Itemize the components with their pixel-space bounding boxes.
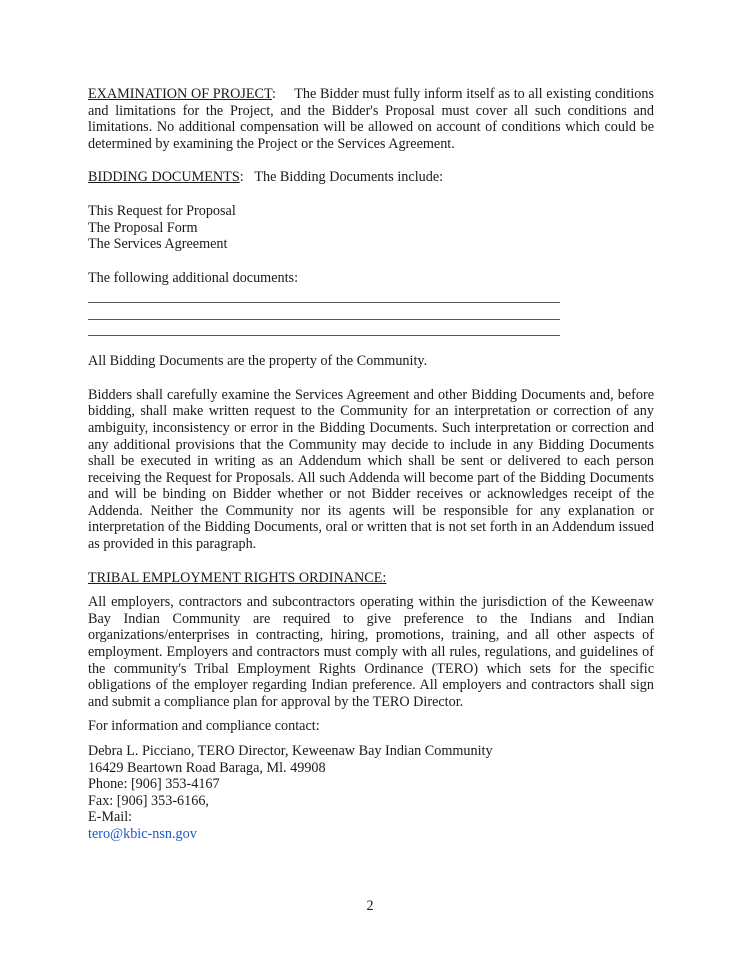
blank-fill-line: [88, 303, 560, 320]
blank-fill-line: [88, 286, 560, 303]
contact-address: 16429 Beartown Road Baraga, Ml. 49908: [88, 759, 326, 776]
email-link[interactable]: tero@kbic-nsn.gov: [88, 825, 197, 842]
contact-name: Debra L. Picciano, TERO Director, Keweenaw Bay Indian Community: [88, 743, 493, 759]
tero-paragraph: All employers, contractors and subcontractors operating within the jurisdiction of the Keweenaw Bay Indian Community are required to give preference to the Indians and Indian organizations/enterprises in contracting, hiring, promotions, training, and all other aspects of employment. Employers and contractors must comply with all rules, regulations, and guidelines of the community's Tribal Employment Rights Ordinance (TERO) which sets for the specific obligations of the employer regarding Indian preference. All employers and contractors shall sign and submit a compliance plan for approval by the TERO Director.: [88, 594, 654, 710]
examination-heading: EXAMINATION OF PROJECT: [88, 86, 272, 102]
examination-text: The Bidder must fully inform itself as to all existing conditions and limitations for the Project, and the Bidder's Proposal must cover all such conditions and limitations. No additional compensation will be allowed on account of conditions which could be determined by examining the Project or the Services Agreement.: [88, 86, 654, 152]
email-label: E-Mail:: [88, 809, 133, 826]
contact-email-line: [88, 809, 654, 842]
list-item: This Request for Proposal: [88, 202, 236, 219]
bidding-documents-list: [88, 203, 654, 253]
bidding-documents-section: BIDDING DOCUMENTS: The Bidding Documents include:: [88, 169, 444, 186]
page-number: 2: [366, 898, 374, 914]
additional-documents-label: The following additional documents:: [88, 269, 299, 286]
bidding-documents-heading: BIDDING DOCUMENTS: [88, 169, 240, 186]
document-page: [88, 86, 654, 843]
list-item: The Services Agreement: [88, 236, 228, 253]
contact-phone: Phone: [906] 353-4167: [88, 776, 220, 793]
contact-block: [88, 743, 654, 843]
contact-intro: For information and compliance contact:: [88, 718, 320, 735]
list-item: The Proposal Form: [88, 219, 198, 236]
examination-section: EXAMINATION OF PROJECT: The Bidder must fully inform itself as to all existing conditions and limitations for the Project, and the Bidder's Proposal must cover all such conditions and limitations. No additional compensation will be allowed on account of conditions which could be determined by examining the Project or the Services Agreement.: [88, 86, 654, 152]
bidding-documents-paragraph: Bidders shall carefully examine the Services Agreement and other Bidding Documents and, before bidding, shall make written request to the Community for an interpretation or correction of any ambiguity, inconsistency or error in the Bidding Documents. Such interpretation or correction and any additional provisions that the Community may decide to include in any Bidding Documents shall be executed in writing as an Addendum which shall be sent or delivered to each person receiving the Request for Proposals. All such Addenda will become part of the Bidding Documents and will be binding on Bidder whether or not Bidder receives or acknowledges receipt of the Addenda. Neither the Community nor its agents will be responsible for any explanation or interpretation of the Bidding Documents, oral or written that is not set forth in an Addendum issued as provided in this paragraph.: [88, 386, 654, 553]
bidding-documents-intro: The Bidding Documents include:: [254, 169, 444, 186]
property-note: All Bidding Documents are the property of the Community.: [88, 353, 428, 370]
tero-heading: TRIBAL EMPLOYMENT RIGHTS ORDINANCE:: [88, 569, 387, 586]
contact-fax: Fax: [906] 353-6166,: [88, 792, 209, 809]
blank-fill-line: [88, 320, 560, 337]
